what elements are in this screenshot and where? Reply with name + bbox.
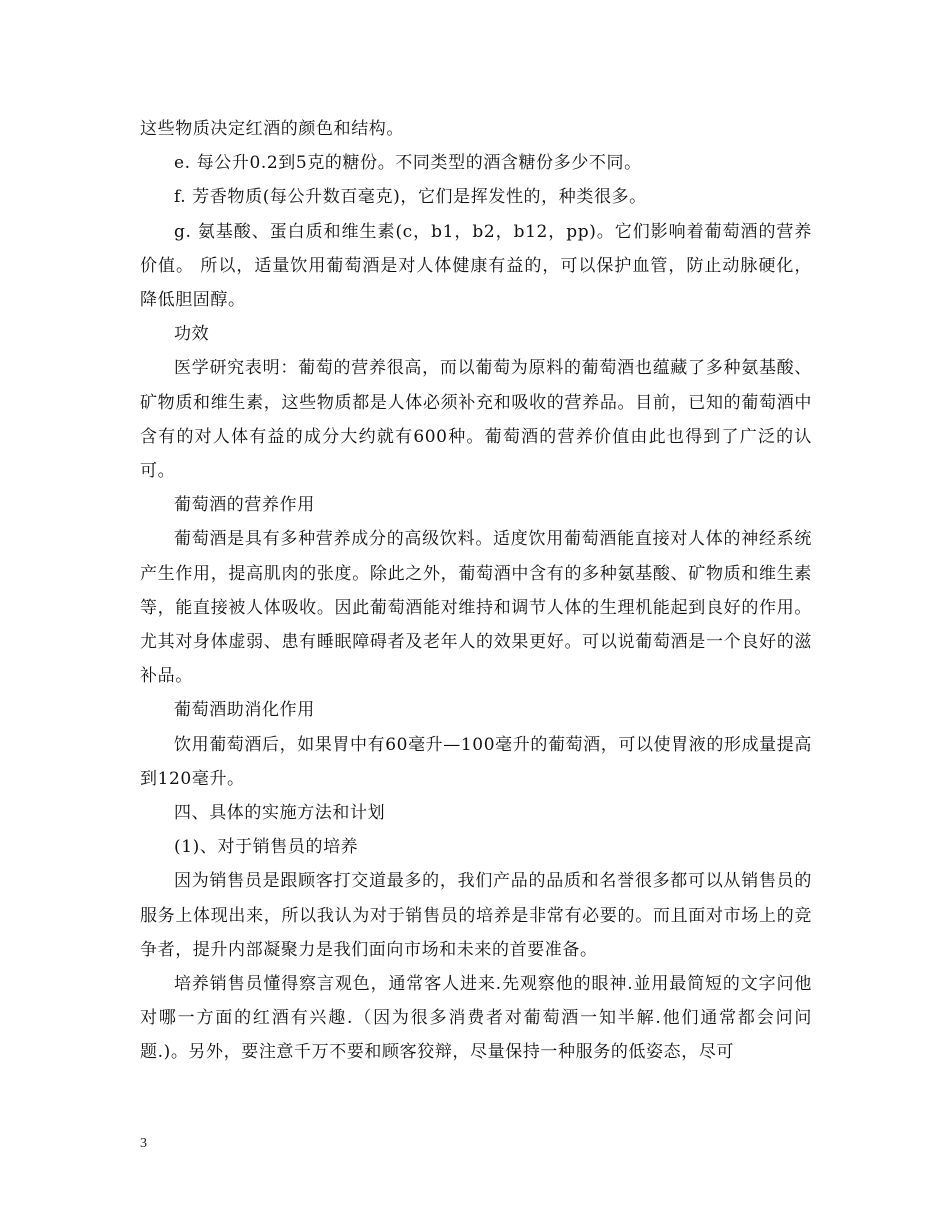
section-heading-implementation: 四、具体的实施方法和计划 [174,803,386,824]
paragraph-2: e. 每公升0.2到5克的糖份。不同类型的酒含糖份多少不同。 [174,153,642,174]
paragraph-8: 因为销售员是跟顾客打交道最多的，我们产品的品质和名誉很多都可以从销售员的服务上体现出来，所以我认为对于销售员的培养是非常有必要的。而且面对市场上的竞争者，提升内部凝聚力是我们面向市场和未来的首要准备。 [140,871,812,960]
paragraph-4: g. 氨基酸、蛋白质和维生素(c，b1，b2，b12，pp)。它们影响着葡萄酒的营养价值。 所以，适量饮用葡萄酒是对人体健康有益的，可以保护血管，防止动脉硬化，降低胆固醇。 [140,221,812,311]
section-heading-nutrition: 葡萄酒的营养作用 [174,495,315,516]
section-heading-efficacy: 功效 [174,324,210,345]
paragraph-5: 医学研究表明：葡萄的营养很高，而以葡萄为原料的葡萄酒也蕴藏了多种氨基酸、矿物质和维生素，这些物质都是人体必须补充和吸收的营养品。目前，已知的葡萄酒中含有的对人体有益的成分大约就有600种。葡萄酒的营养价值由此也得到了广泛的认可。 [140,358,812,482]
subheading-sales-training: (1)、对于销售员的培养 [174,837,359,858]
paragraph-1: 这些物质决定红酒的颜色和结构。 [140,119,404,139]
paragraph-9: 培养销售员懂得察言观色，通常客人进来.先观察他的眼神.並用最简短的文字问他对哪一方面的红酒有兴趣.（因为很多消费者对葡萄酒一知半解.他们通常都会问问题.)。另外，要注意千万不要和顾客狡辩，尽量保持一种服务的低姿态，尽可 [140,974,812,1063]
document-body [140,112,812,1070]
paragraph-7: 饮用葡萄酒后，如果胃中有60毫升—100毫升的葡萄酒，可以使胃液的形成量提高到120毫升。 [140,734,812,789]
section-heading-digestion: 葡萄酒助消化作用 [174,700,315,721]
page-number: 3 [140,1136,147,1151]
paragraph-6: 葡萄酒是具有多种营养成分的高级饮料。适度饮用葡萄酒能直接对人体的神经系统产生作用，提高肌肉的张度。除此之外，葡萄酒中含有的多种氨基酸、矿物质和维生素等，能直接被人体吸收。因此葡萄酒能对维持和调节人体的生理机能起到良好的作用。尤其对身体虚弱、患有睡眠障碍者及老年人的效果更好。可以说葡萄酒是一个良好的滋补品。 [140,529,812,687]
paragraph-3: f. 芳香物质(每公升数百毫克)，它们是挥发性的，种类很多。 [174,187,647,208]
